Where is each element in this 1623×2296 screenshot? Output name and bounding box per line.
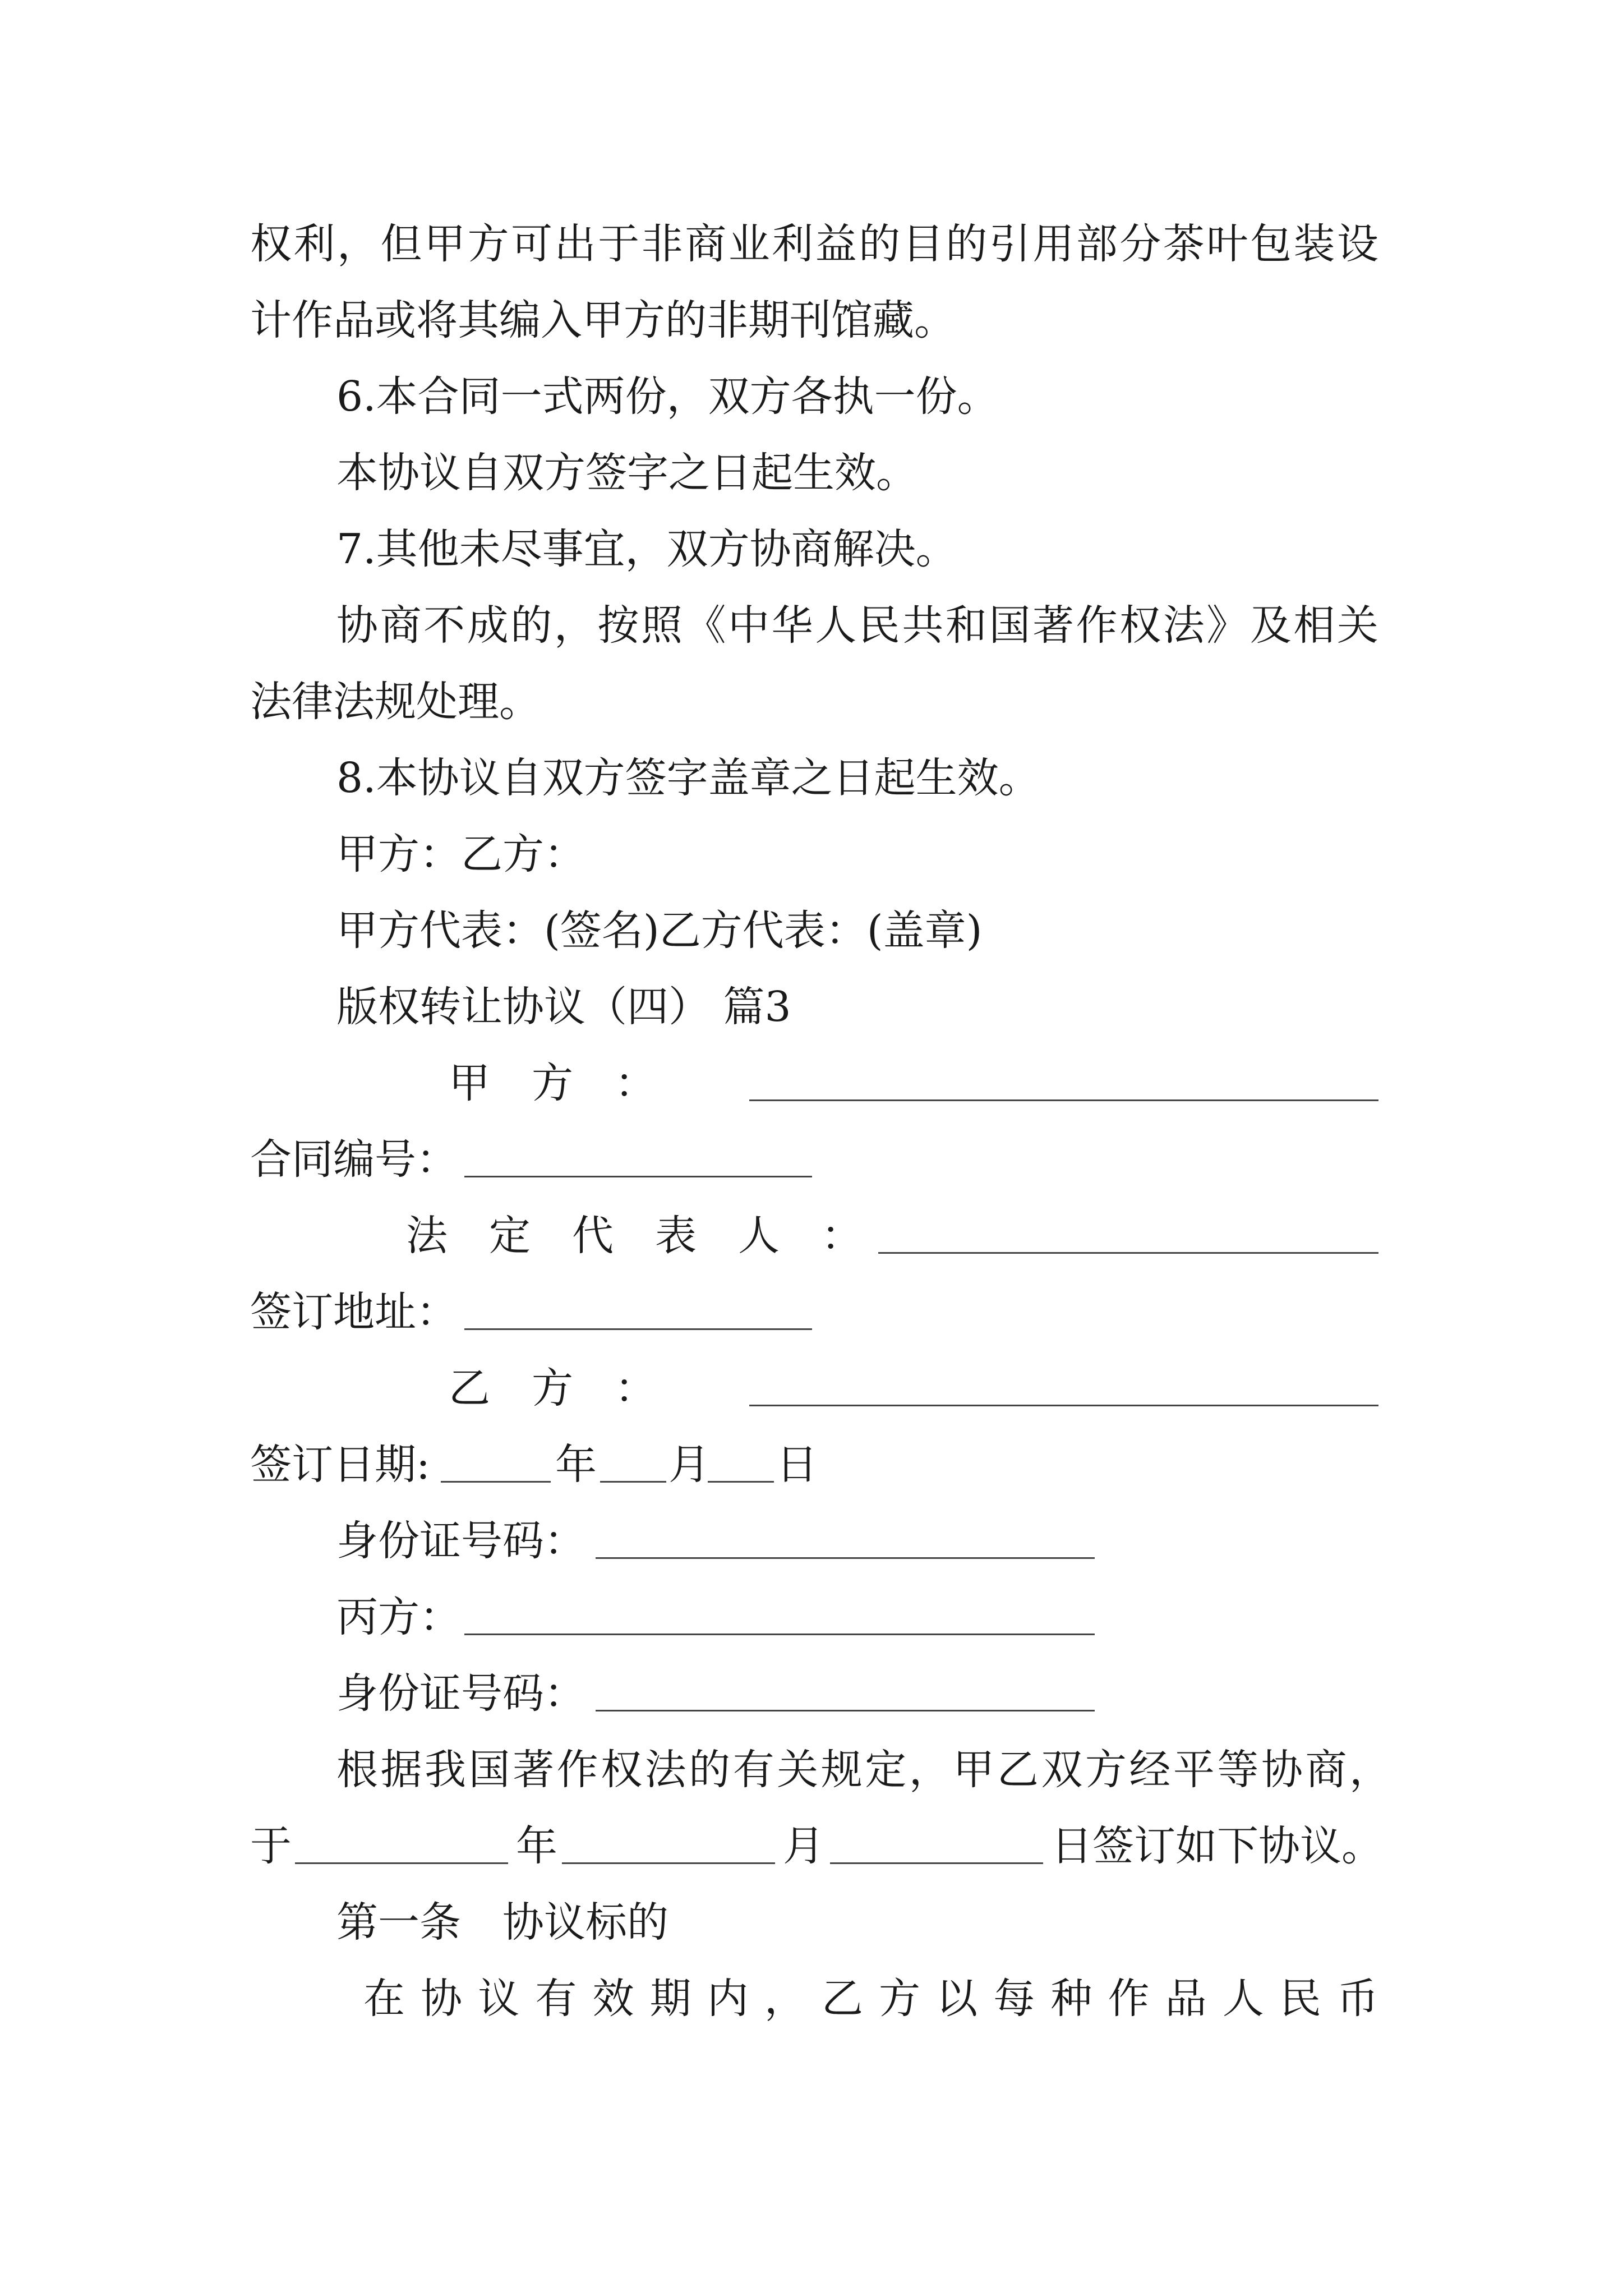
text-line: 7.其他未尽事宜，双方协商解决。 bbox=[336, 525, 957, 573]
text-line: 权利，但甲方可出于非商业利益的目的引用部分茶叶包装设 bbox=[250, 220, 1378, 268]
text-line: 法律法规处理。 bbox=[250, 678, 541, 726]
id-no-field[interactable] bbox=[596, 1520, 1095, 1559]
id-no-field[interactable] bbox=[596, 1673, 1095, 1711]
party-c-field[interactable] bbox=[464, 1596, 1095, 1635]
contract-no-label: 合同编号： bbox=[250, 1135, 458, 1184]
sign-address-label: 签订地址： bbox=[250, 1288, 458, 1336]
sign-address-field[interactable] bbox=[464, 1291, 812, 1330]
sign-date-row bbox=[0, 1441, 1623, 1494]
year-label: 年 bbox=[516, 1822, 557, 1870]
agreement-year-field[interactable] bbox=[295, 1825, 508, 1864]
legal-rep-field[interactable] bbox=[878, 1215, 1378, 1254]
sign-date-label: 签订日期: bbox=[250, 1441, 430, 1489]
id-no-label: 身份证号码： bbox=[336, 1517, 585, 1565]
agreement-day-field[interactable] bbox=[830, 1825, 1043, 1864]
sign-month-field[interactable] bbox=[600, 1444, 666, 1483]
contract-no-row bbox=[0, 1135, 1623, 1189]
text-line: 6.本合同一式两份，双方各执一份。 bbox=[336, 372, 999, 421]
text-line: 本协议自双方签字之日起生效。 bbox=[336, 449, 917, 497]
party-b-label: 乙 方 ： bbox=[449, 1364, 656, 1412]
sign-year-field[interactable] bbox=[441, 1444, 551, 1483]
party-c-row bbox=[0, 1593, 1623, 1647]
year-label: 年 bbox=[555, 1441, 597, 1489]
contract-no-field[interactable] bbox=[464, 1139, 812, 1177]
suffix-text: 日签订如下协议。 bbox=[1051, 1822, 1383, 1870]
section-heading: 版权转让协议（四） 篇3 bbox=[336, 983, 791, 1031]
article-title: 第一条 协议标的 bbox=[336, 1898, 668, 1947]
text-line: 协商不成的，按照《中华人民共和国著作权法》及相关 bbox=[336, 601, 1378, 650]
agreement-date-row bbox=[0, 1822, 1623, 1876]
id-no-row-1 bbox=[0, 1517, 1623, 1571]
month-label: 月 bbox=[783, 1822, 824, 1870]
text-line: 计作品或将其编入甲方的非期刊馆藏。 bbox=[250, 296, 956, 344]
text-line: 甲方：乙方： bbox=[336, 830, 585, 878]
party-c-label: 丙方： bbox=[336, 1593, 461, 1641]
text-line: 8.本协议自双方签字盖章之日起生效。 bbox=[336, 754, 1040, 802]
sign-address-row bbox=[0, 1288, 1623, 1342]
legal-rep-row bbox=[0, 1212, 1623, 1266]
party-b-row bbox=[0, 1364, 1623, 1418]
prefix-text: 于 bbox=[250, 1822, 292, 1870]
party-a-label: 甲 方 ： bbox=[449, 1059, 656, 1107]
text-line: 在协议有效期内，乙方以每种作品人民币 bbox=[363, 1975, 1378, 2023]
month-label: 月 bbox=[668, 1441, 710, 1489]
party-b-field[interactable] bbox=[749, 1368, 1378, 1406]
text-line: 甲方代表：(签名)乙方代表：(盖章) bbox=[336, 907, 983, 955]
sign-day-field[interactable] bbox=[708, 1444, 774, 1483]
id-no-row-2 bbox=[0, 1669, 1623, 1723]
party-a-row bbox=[0, 1059, 1623, 1113]
legal-rep-label: 法 定 代 表 人 ： bbox=[406, 1212, 863, 1260]
agreement-month-field[interactable] bbox=[562, 1825, 775, 1864]
text-line: 根据我国著作权法的有关规定，甲乙双方经平等协商， bbox=[336, 1746, 1391, 1794]
party-a-field[interactable] bbox=[749, 1062, 1378, 1101]
day-label: 日 bbox=[776, 1441, 818, 1489]
id-no-label: 身份证号码： bbox=[336, 1669, 585, 1718]
